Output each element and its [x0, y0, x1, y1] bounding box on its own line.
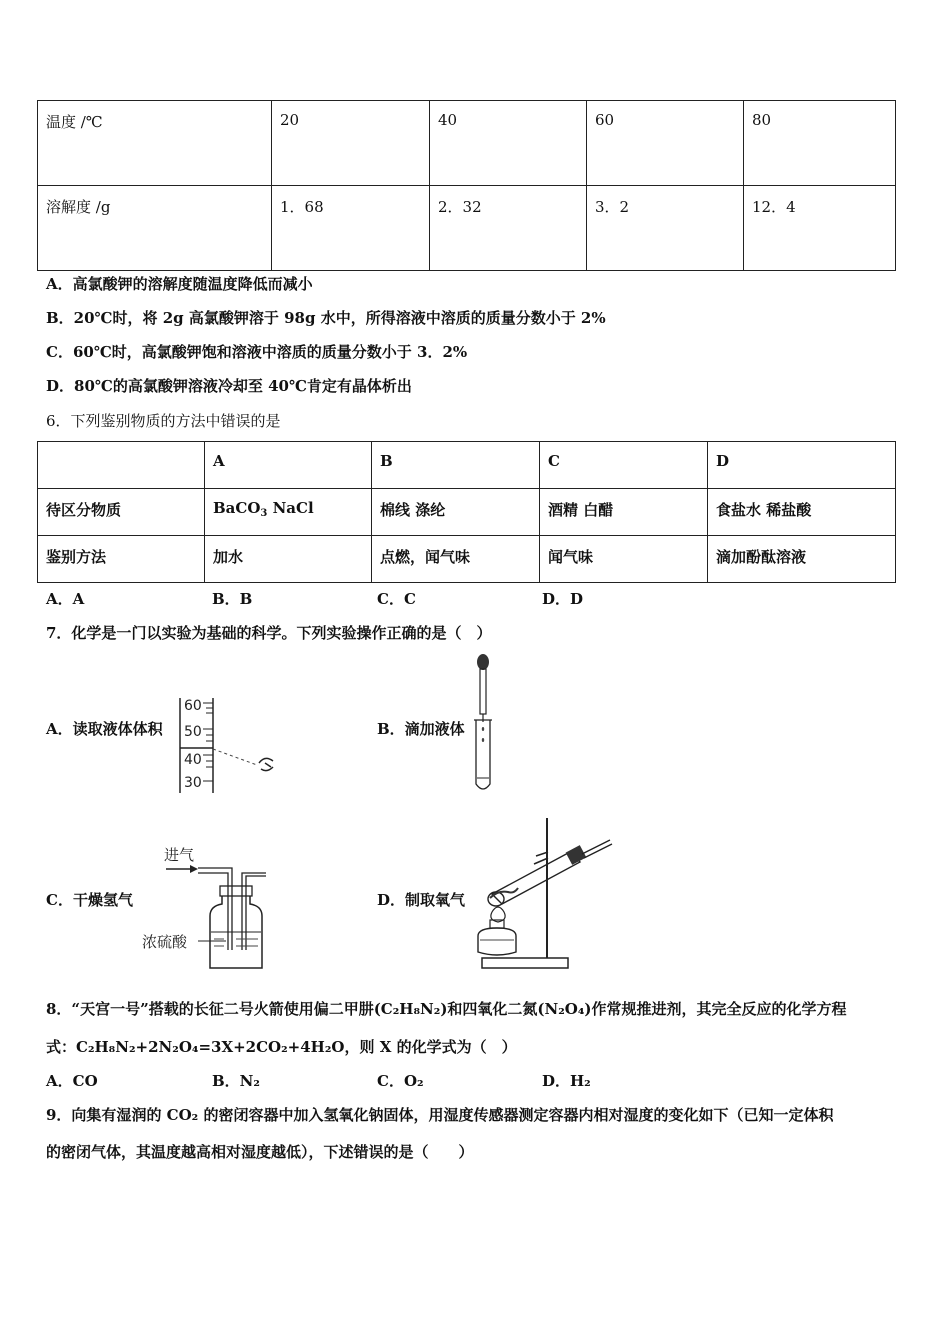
q6-row-label: 鉴别方法 [46, 548, 107, 566]
table-cell: 溶解度 /g [46, 198, 111, 216]
q7-label-c: C．干燥氢气 [46, 891, 133, 909]
q6-cell: 加水 [213, 548, 244, 566]
q6-row-label: 待区分物质 [46, 501, 122, 519]
q6-option-b: B．B [212, 590, 253, 608]
table-header-cell: 60 [595, 111, 615, 129]
q5-option-a: A．高氯酸钾的溶解度随温度降低而减小 [46, 275, 313, 293]
q8-stem-line1: 8．“天宫一号”搭载的长征二号火箭使用偏二甲肼(C₂H₈N₂)和四氧化二氮(N₂O₄)作常规推进剂，其完全反应的化学方程 [46, 1000, 847, 1018]
table-cell: 1．68 [280, 198, 324, 216]
q7-stem: 7．化学是一门以实验为基础的科学。下列实验操作正确的是（ ） [46, 624, 492, 642]
q6-option-c: C．C [377, 590, 416, 608]
q8-stem-line2: 式：C₂H₈N₂+2N₂O₄=3X+2CO₂+4H₂O，则 X 的化学式为（ ） [46, 1038, 517, 1056]
acid-label: 浓硫酸 [142, 933, 188, 951]
arrow-right-icon [190, 865, 198, 873]
cylinder-tick-label: 50 [184, 724, 202, 740]
q8-option-a: A．CO [46, 1072, 98, 1090]
q9-stem-line1: 9．向集有湿润的 CO₂ 的密闭容器中加入氢氧化钠固体，用湿度传感器测定容器内相对湿度的变化如下（已知一定体积 [46, 1106, 834, 1124]
q8-option-d: D．H₂ [542, 1072, 591, 1090]
q8-option-c: C．O₂ [377, 1072, 424, 1090]
table-header-cell: 80 [752, 111, 772, 129]
q6-cell: 食盐水 稀盐酸 [716, 501, 812, 519]
solubility-table [37, 100, 896, 271]
q8-option-b: B．N₂ [212, 1072, 260, 1090]
q6-option-a: A．A [46, 590, 85, 608]
dropper-bulb-icon [477, 654, 489, 670]
table-header-cell: 温度 /℃ [46, 113, 103, 131]
q6-cell: 点燃，闻气味 [380, 548, 471, 566]
q7-label-d: D．制取氧气 [377, 891, 466, 909]
q6-cell: 酒精 白醋 [548, 501, 614, 519]
q6-header-cell [38, 442, 204, 462]
q5-option-c: C．60℃时，高氯酸钾饱和溶液中溶质的质量分数小于 3．2% [46, 343, 468, 361]
q6-header-cell: B [380, 452, 393, 470]
q6-option-d: D．D [542, 590, 584, 608]
q6-table [37, 441, 896, 583]
q5-option-b: B．20℃时，将 2g 高氯酸钾溶于 98g 水中，所得溶液中溶质的质量分数小于 2% [46, 309, 606, 327]
q6-cell-a: BaCO$_3$ NaCl [213, 499, 314, 519]
q6-cell: 棉线 涤纶 [380, 501, 446, 519]
q6-cell: 滴加酚酞溶液 [716, 548, 807, 566]
q6-header-cell: A [213, 452, 225, 470]
table-header-cell: 40 [438, 111, 458, 129]
gas-washing-bottle-figure [140, 840, 280, 975]
table-header-cell: 20 [280, 111, 300, 129]
q5-option-d: D．80℃的高氯酸钾溶液冷却至 40℃肯定有晶体析出 [46, 377, 412, 395]
q6-header-cell: D [716, 452, 730, 470]
table-cell: 3．2 [595, 198, 630, 216]
cylinder-tick-label: 40 [184, 752, 202, 768]
q7-label-b: B．滴加液体 [377, 720, 465, 738]
cylinder-tick-label: 30 [184, 775, 202, 791]
q7-label-a: A．读取液体体积 [46, 720, 163, 738]
dropper-test-tube-figure [465, 652, 505, 797]
cylinder-tick-label: 60 [184, 698, 202, 714]
q6-stem: 6．下列鉴别物质的方法中错误的是 [46, 412, 281, 430]
eye-icon [259, 758, 273, 770]
q6-cell: 闻气味 [548, 548, 594, 566]
table-cell: 2．32 [438, 198, 482, 216]
oxygen-apparatus-figure [470, 812, 620, 974]
gas-in-label: 进气 [164, 846, 195, 864]
q6-header-cell: C [548, 452, 560, 470]
graduated-cylinder-figure [175, 693, 285, 799]
table-cell: 12．4 [752, 198, 796, 216]
q9-stem-line2: 的密闭气体，其温度越高相对湿度越低），下述错误的是（ ） [46, 1143, 474, 1161]
